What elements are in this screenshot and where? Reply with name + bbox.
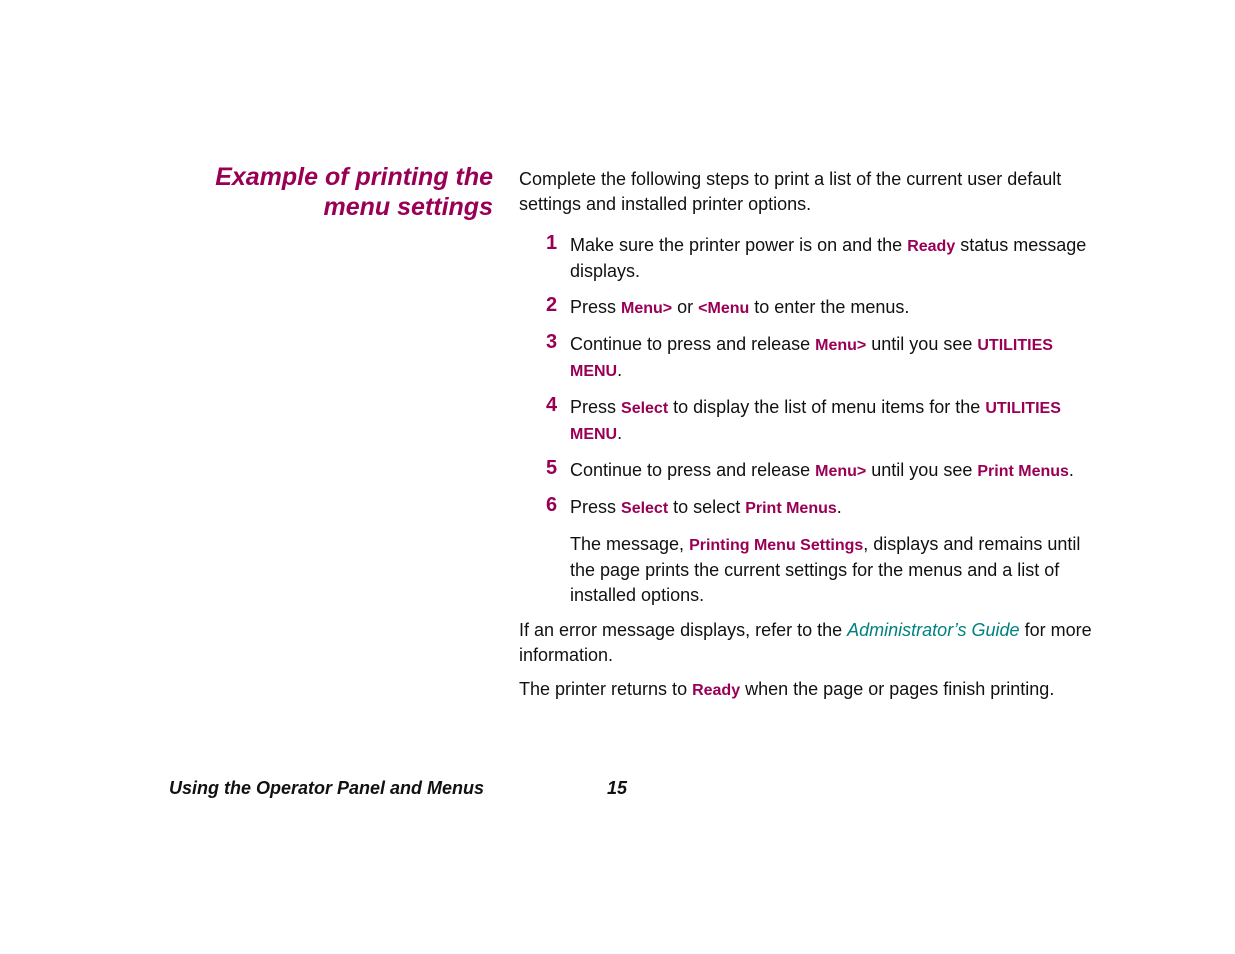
step-text: Press (570, 397, 622, 417)
section-heading (160, 162, 493, 222)
step-text: status message displays. (570, 235, 1087, 281)
footer-chapter-title: Using the Operator Panel and Menus (169, 778, 485, 798)
step-text: until you see (866, 460, 978, 480)
step-item (519, 495, 1094, 521)
step-text: Continue to press and release (570, 460, 816, 480)
ready-message-keyword: Ready (907, 238, 956, 255)
print-menus-keyword: Print Menus (745, 500, 837, 517)
step-item (519, 395, 1094, 447)
step-number: 4 (546, 394, 558, 416)
print-menus-keyword: Print Menus (977, 463, 1069, 480)
note-text: The message, (570, 534, 690, 554)
step-text: Continue to press and release (570, 334, 816, 354)
note-text: , displays and remains until the page prints the current settings for the menus and a list of installed options. (570, 534, 1081, 605)
error-paragraph (519, 618, 1094, 668)
step-number: 6 (546, 494, 558, 516)
utilities-menu-keyword: UTILITIES MENU (570, 400, 1061, 443)
step-text: or (672, 297, 699, 317)
return-text: when the page or pages finish printing. (740, 679, 1055, 699)
step-text: to select (668, 497, 746, 517)
step-text: to enter the menus. (749, 297, 910, 317)
step-text: until you see (866, 334, 978, 354)
heading-line-2: menu settings (323, 193, 493, 221)
result-note (519, 532, 1094, 608)
step-item (519, 233, 1094, 284)
step-text: Make sure the printer power is on and the (570, 235, 908, 255)
menu-right-keyword: Menu> (815, 463, 867, 480)
step-text: . (617, 423, 623, 443)
step-text: Press (570, 497, 622, 517)
return-paragraph (519, 677, 1094, 703)
section-body (519, 167, 1094, 703)
step-number: 3 (546, 331, 558, 353)
heading-line-1: Example of printing the (215, 163, 493, 191)
printing-menu-settings-keyword: Printing Menu Settings (689, 537, 864, 554)
administrators-guide-link[interactable]: Administrator’s Guide (847, 620, 1020, 640)
error-text: If an error message displays, refer to the (519, 620, 848, 640)
step-text: . (617, 360, 623, 380)
menu-right-keyword: Menu> (621, 300, 673, 317)
error-text: for more information. (519, 620, 1092, 665)
step-text: to display the list of menu items for the (668, 397, 986, 417)
menu-right-keyword: Menu> (815, 337, 867, 354)
step-number: 2 (546, 294, 558, 316)
step-text: . (1068, 460, 1074, 480)
select-keyword: Select (621, 400, 669, 417)
step-list (519, 233, 1094, 521)
step-number: 1 (546, 232, 558, 254)
step-item (519, 295, 1094, 321)
return-text: The printer returns to (519, 679, 693, 699)
intro-paragraph: Complete the following steps to print a list of the current user default settings and installed printer options. (519, 169, 1062, 214)
step-text: . (836, 497, 842, 517)
utilities-menu-keyword: UTILITIES MENU (570, 337, 1053, 380)
menu-left-keyword: <Menu (698, 300, 750, 317)
footer-page-number: 15 (607, 778, 628, 798)
step-item (519, 332, 1094, 384)
step-number: 5 (546, 457, 558, 479)
select-keyword: Select (621, 500, 669, 517)
step-text: Press (570, 297, 622, 317)
ready-message-keyword: Ready (692, 682, 741, 699)
step-item (519, 458, 1094, 484)
